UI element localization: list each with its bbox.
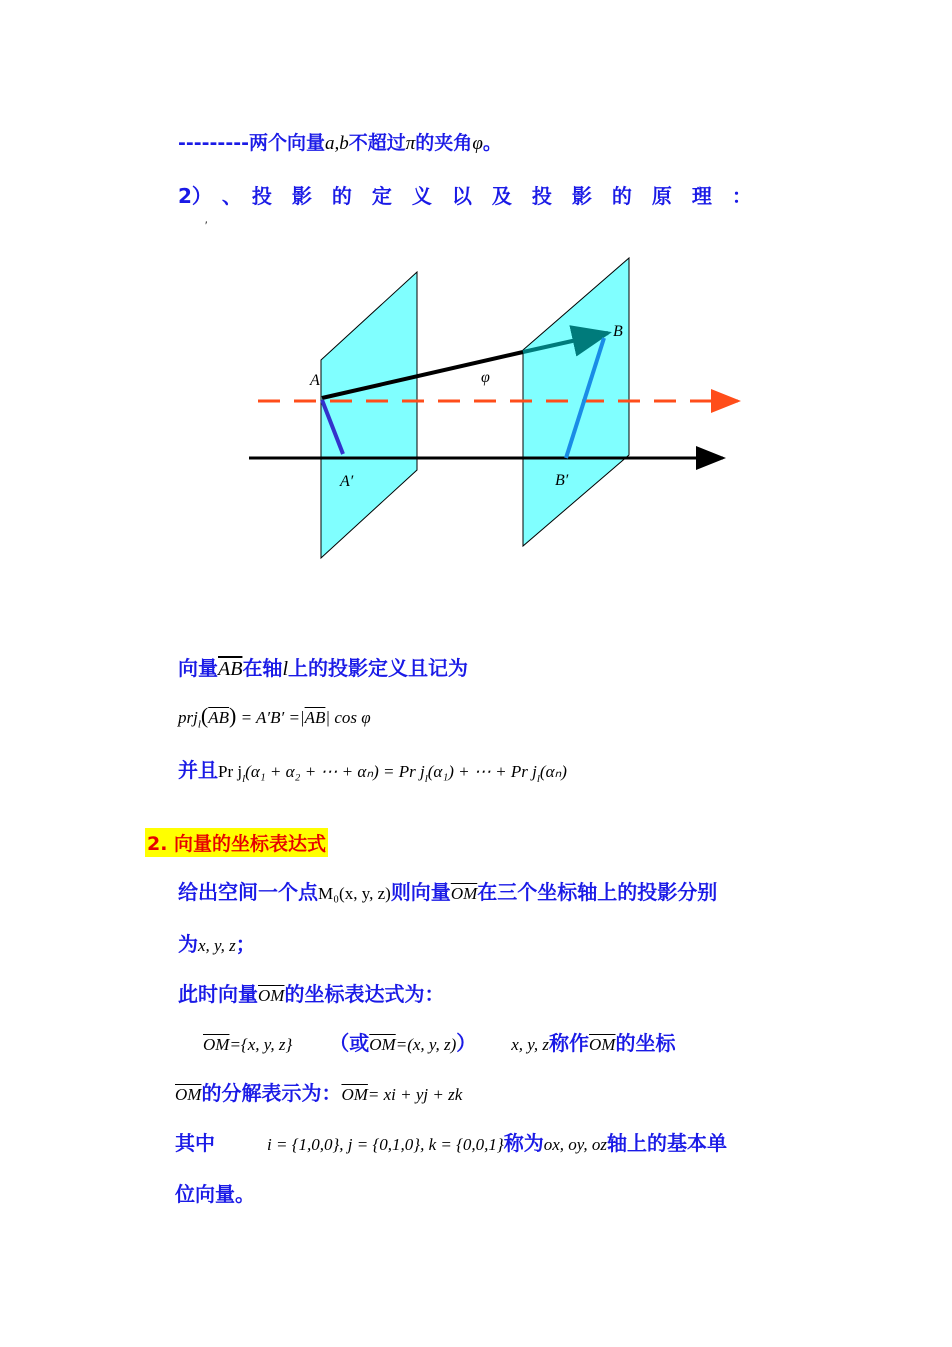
text-close: ）: [456, 1031, 477, 1055]
para-coord: [178, 978, 444, 1007]
math-om-4: $\overline{OM}$: [369, 1035, 396, 1054]
math-sum-body3: (αₙ): [539, 762, 567, 781]
text-and: 并且: [178, 758, 218, 782]
math-om-6: $\overline{OM}$: [175, 1085, 202, 1104]
math-om-7: $\overline{OM}$: [341, 1085, 368, 1104]
text-or: （或: [329, 1031, 370, 1055]
label-b-prime: B′: [555, 472, 569, 489]
projection-heading: 2） 、 投 影 的 定 义 以 及 投 影 的 原 理 ：: [178, 184, 752, 208]
math-xyz: x, y, z: [198, 936, 236, 955]
projection-figure: [0, 0, 952, 600]
math-om-2: $\overline{OM}$: [258, 986, 285, 1005]
period: 。: [482, 132, 502, 154]
dash-run: ---------: [178, 132, 249, 154]
formula-om: [203, 1027, 675, 1056]
math-ab: $\overline{AB}$: [218, 658, 243, 680]
left-plane: [321, 272, 417, 558]
text-two-vectors: 两个向量: [248, 132, 325, 154]
text-now-vector: 此时向量: [178, 982, 258, 1006]
text-on-axis: 在轴: [242, 656, 283, 680]
para-point: [178, 876, 717, 905]
text-coord-expr: 的坐标表达式为：: [284, 982, 445, 1006]
text-angle: 的夹角: [415, 132, 473, 154]
para-xyz: [178, 928, 256, 957]
text-definition: 上的投影定义且记为: [288, 656, 468, 680]
text-projections: 在三个坐标轴上的投影分别: [477, 880, 718, 904]
unit-vector-line: 位向量。: [175, 1182, 255, 1206]
math-sum-body: (α₁ + α₂ + ⋯ + αₙ) = Pr j: [245, 762, 425, 781]
text-coordinates: 的坐标: [615, 1031, 676, 1055]
math-sub-l: l: [197, 718, 201, 731]
section-heading: 2. 向量的坐标表达式: [145, 828, 328, 857]
math-prj: prj: [178, 708, 198, 727]
math-om-eq2: =(x, y, z): [395, 1035, 457, 1054]
text-called-2: 称为: [503, 1131, 544, 1155]
sum-line: [178, 754, 567, 785]
label-a-prime: A′: [340, 473, 354, 490]
definition-line: [178, 652, 468, 681]
math-om-eq: ={x, y, z}: [229, 1035, 293, 1054]
right-plane: [523, 258, 629, 546]
prime-mark: ′: [205, 218, 208, 232]
basis-line: [175, 1127, 727, 1156]
math-ab-2: $\overline{AB}$: [208, 708, 230, 727]
math-l: l: [282, 658, 288, 680]
math-decompose: = xi + yj + zk: [367, 1085, 463, 1104]
math-sub-l-2: l: [242, 773, 246, 785]
text-vector: 向量: [178, 656, 218, 680]
math-basis: i = {1,0,0}, j = {0,1,0}, k = {0,0,1}: [267, 1135, 504, 1154]
math-pi: π: [405, 133, 416, 154]
text-then-vector: 则向量: [390, 880, 451, 904]
math-phi: φ: [472, 133, 483, 154]
text-where: 其中: [175, 1131, 215, 1155]
math-xyz-2: x, y, z: [511, 1035, 550, 1054]
math-ab-3: $\overline{AB}$: [304, 708, 326, 727]
text-is: 为: [178, 932, 198, 956]
label-phi: φ: [481, 369, 490, 386]
math-sum-body2: (α₁) + ⋯ + Pr j: [427, 762, 537, 781]
math-mid: = A′B′ =|: [236, 708, 305, 727]
math-sub-l-4: l: [536, 773, 540, 785]
label-b: B: [613, 323, 623, 340]
math-vectors-a-b: a,b: [325, 133, 349, 154]
formula-prj: $prj_l(\overline{AB}) = A'B' =|\overline{AB}|$ cos φ: [178, 703, 371, 731]
label-a: A: [310, 372, 320, 389]
text-basic-unit: 轴上的基本单: [606, 1131, 727, 1155]
text-decompose: 的分解表示为：: [201, 1081, 342, 1105]
math-om-3: $\overline{OM}$: [203, 1035, 230, 1054]
math-sub-l-3: l: [424, 773, 428, 785]
math-prj-sum: Pr j: [218, 762, 243, 781]
math-om-5: $\overline{OM}$: [589, 1035, 616, 1054]
text-called: 称作: [549, 1031, 590, 1055]
math-om: $\overline{OM}$: [450, 884, 478, 903]
text-not-exceed: 不超过: [348, 132, 406, 154]
math-axes: ox, oy, oz: [543, 1135, 607, 1154]
math-cos: | cos φ: [325, 708, 371, 727]
formula-decompose: [175, 1077, 462, 1106]
semicolon: ；: [235, 932, 256, 956]
text-point: 给出空间一个点: [178, 880, 318, 904]
math-m0: M₀(x, y, z): [318, 884, 391, 903]
